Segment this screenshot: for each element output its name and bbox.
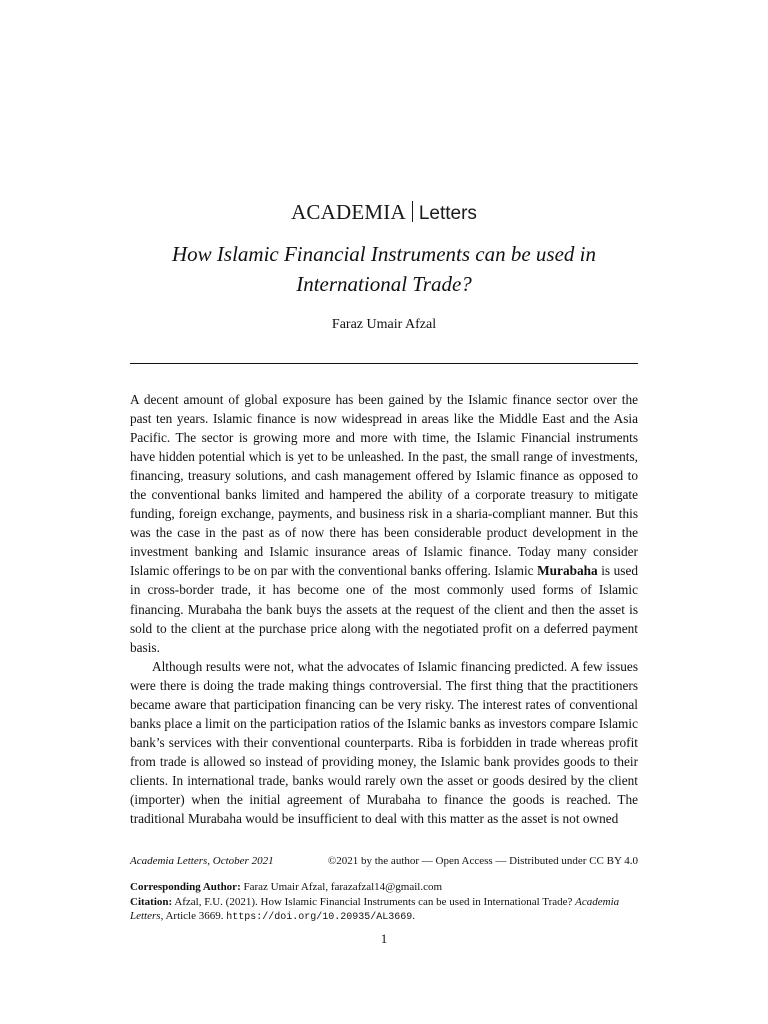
citation-journal: Academia Letters xyxy=(130,895,620,922)
citation xyxy=(130,895,638,926)
article-body xyxy=(130,390,638,828)
paragraph-1-part-b: is used in cross-border trade, it has become one of the most commonly used forms of Islamic financing. Murabaha the bank buys the assets at the request of the client and then the asset is sold to the client at the purchase price along with the negotiated profit on a deferred payment basis. xyxy=(130,563,638,655)
brand-separator xyxy=(412,201,413,222)
page-number: 1 xyxy=(380,931,388,946)
citation-end: . xyxy=(412,910,416,922)
paragraph-2: Although results were not, what the advocates of Islamic financing predicted. A few issues were there is doing the trade making things controversial. The first thing that the practitioners became aware that participation financing can be very risky. The interest rates of conventional banks place a limit on the participation ratios of the Islamic banks as investors compare Islamic bank’s services with their conventional counterparts. Riba is forbidden in trade whereas profit from trade is allowed so instead of providing money, the Islamic bank provides goods to their clients. In international trade, banks would rarely own the asset or goods desired by the client (importer) when the initial agreement of Murabaha to finance the goods is reached. The traditional Murabaha would be insufficient to deal with this matter as the asset is not owned xyxy=(130,658,638,827)
article-author: Faraz Umair Afzal xyxy=(331,317,437,332)
corresponding-author xyxy=(130,880,638,895)
corresponding-author-label: Corresponding Author: xyxy=(130,881,241,893)
citation-label: Citation: xyxy=(130,895,173,908)
murabaha-term: Murabaha xyxy=(537,563,598,579)
brand-name: ACADEMIA xyxy=(291,200,406,224)
citation-text: Afzal, F.U. (2021). How Islamic Financial Instruments can be used in International Trade? xyxy=(172,895,576,908)
paragraph-1-part-a: A decent amount of global exposure has been gained by the Islamic finance sector over the past ten years. Islamic finance is now widespread in areas like the Middle East and the Asia Pacific. The sector is growing more and more with time, the Islamic Financial instruments have hidden potential which is yet to be unleashed. In the past, the small range of investments, financing, treasury solutions, and cash management offered by Islamic finance as opposed to the conventional banks limited and hampered the ability of a corporate treasury to mitigate funding, foreign exchange, payments, and business risk in a sharia-compliant manner. But this was the case in the past as of now there has been considerable product development in the investment banking and Islamic insurance areas of Islamic finance. Today many consider Islamic offerings to be on par with the conventional banks offering. Islamic xyxy=(130,392,638,579)
brand-sub: Letters xyxy=(418,203,477,224)
citation-doi-link[interactable]: https://doi.org/10.20935/AL3669 xyxy=(226,912,413,923)
title-divider xyxy=(130,363,638,364)
journal-date: Academia Letters, October 2021 xyxy=(130,855,274,867)
paragraph-1 xyxy=(130,390,638,657)
footer-journal-line xyxy=(130,854,638,869)
academia-letters-logo xyxy=(0,197,768,229)
corresponding-author-value: Faraz Umair Afzal, farazafzal14@gmail.com xyxy=(240,881,443,893)
license-notice: ©2021 by the author — Open Access — Distributed under CC BY 4.0 xyxy=(327,855,638,867)
article-meta xyxy=(130,880,638,926)
citation-article: , Article 3669. xyxy=(160,910,227,922)
article-title: How Islamic Financial Instruments can be used in International Trade? xyxy=(171,242,597,296)
